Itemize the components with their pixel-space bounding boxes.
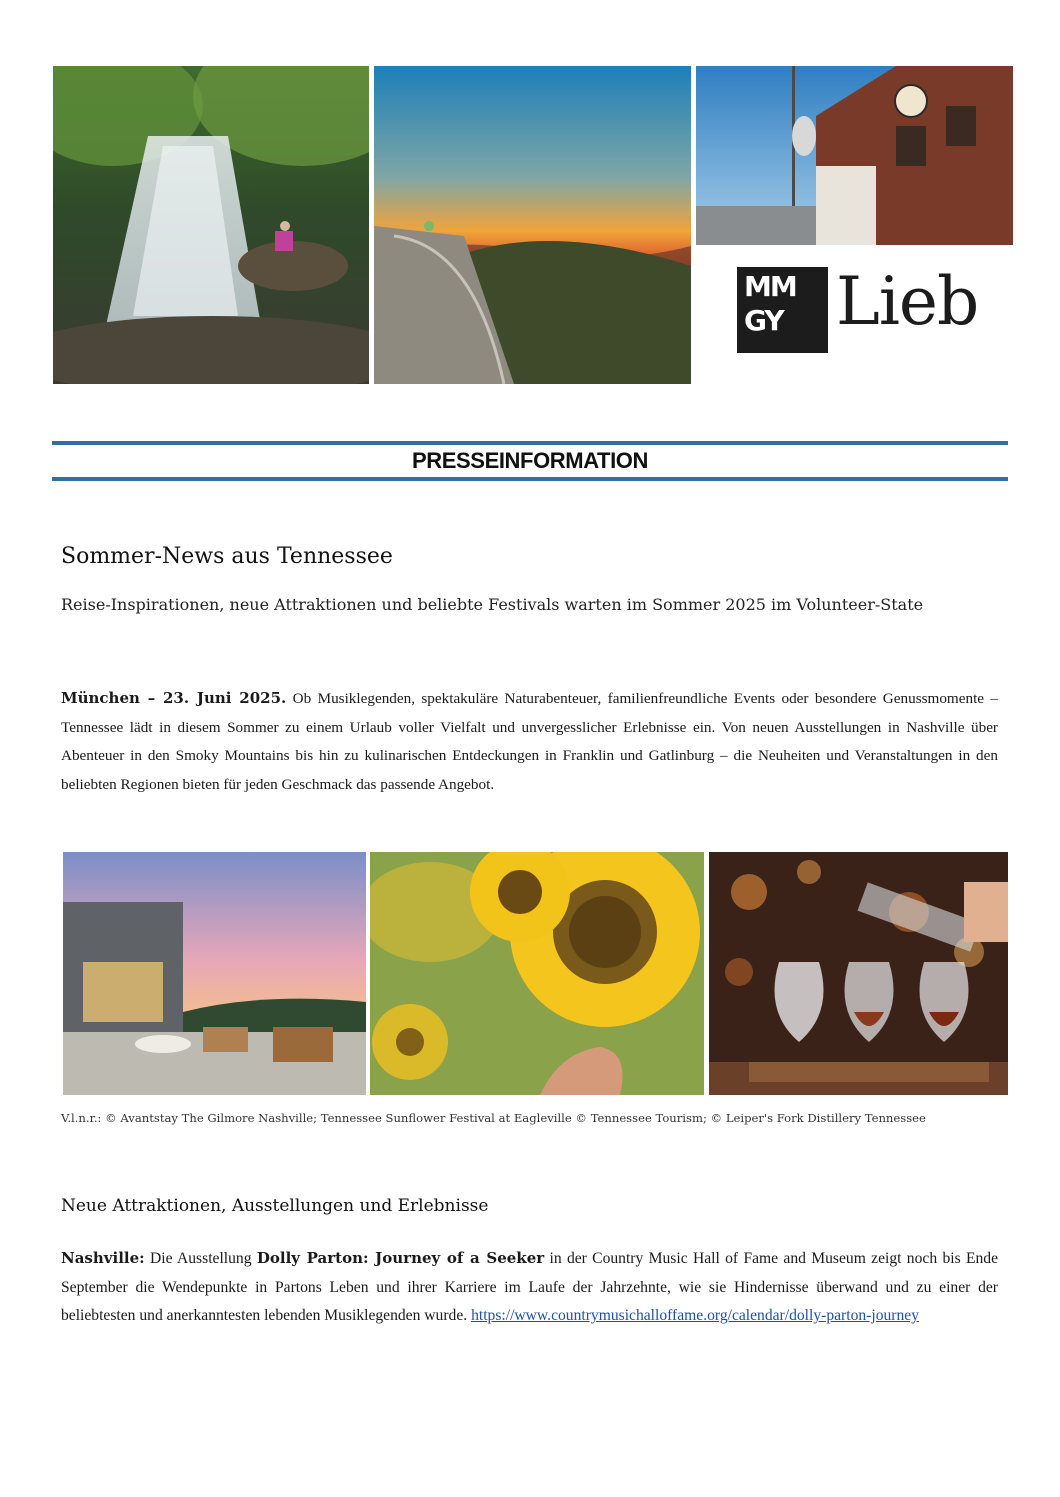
press-title: PRESSEINFORMATION <box>411 448 649 473</box>
header-rule-top <box>52 441 1008 445</box>
exhibit-link[interactable]: https://www.countrymusichalloffame.org/calendar/dolly-parton-journey <box>471 1307 919 1325</box>
dateline: München – 23. Juni 2025. <box>61 689 287 707</box>
mountain-sunset-photo <box>374 66 691 384</box>
header-rule-bottom <box>52 477 1008 481</box>
nashville-text-after: in der Country Music Hall of Fame and Museum zeigt noch bis Ende September die Wendepunkte in Partons Leben und ihrer Karriere im Laufe der Jahrzehnte, wie sie Hindernisse überwand und zu einer der beliebtesten und anerkanntesten lebenden Musiklegenden wurde. <box>61 1250 999 1325</box>
intro-paragraph <box>61 684 998 799</box>
whiskey-tasting-photo <box>709 852 1008 1095</box>
sun-studio-photo <box>696 66 1013 245</box>
section-heading: Neue Attraktionen, Ausstellungen und Erlebnisse <box>61 1196 489 1216</box>
mmgy-lieb-logo <box>737 263 982 353</box>
nashville-label: Nashville: <box>61 1249 145 1267</box>
logo-wordmark: Lieb <box>836 263 979 340</box>
rooftop-terrace-photo <box>63 852 366 1095</box>
article-title: Sommer-News aus Tennessee <box>61 544 393 569</box>
intro-text: Ob Musiklegenden, spektakuläre Naturabenteuer, familienfreundliche Events oder besondere Genussmomente – Tennessee lädt in diesem Sommer zu einem Urlaub voller Vielfalt und unvergesslicher Erlebnisse ein. Von neuen Ausstellungen in Nashville über Abenteuer in den Smoky Mountains bis hin zu kulinarischen Entdeckungen in Franklin und Gatlinburg – die Neuheiten und Veranstaltungen in den beliebten Regionen bieten für jeden Geschmack das passende Angebot. <box>61 690 998 793</box>
sunflower-photo <box>370 852 704 1095</box>
nashville-paragraph <box>61 1244 998 1331</box>
nashville-text-before: Die Ausstellung <box>150 1250 252 1267</box>
logo-mark: MM GY <box>737 267 828 353</box>
photo-caption: V.l.n.r.: © Avantstay The Gilmore Nashville; Tennessee Sunflower Festival at Eagleville © Tennessee Tourism; © Leiper's Fork Distillery Tennessee <box>61 1111 926 1125</box>
waterfall-photo <box>53 66 369 384</box>
article-subtitle: Reise-Inspirationen, neue Attraktionen und beliebte Festivals warten im Sommer 2025 im Volunteer-State <box>61 595 924 614</box>
exhibit-name: Dolly Parton: Journey of a Seeker <box>256 1249 545 1267</box>
